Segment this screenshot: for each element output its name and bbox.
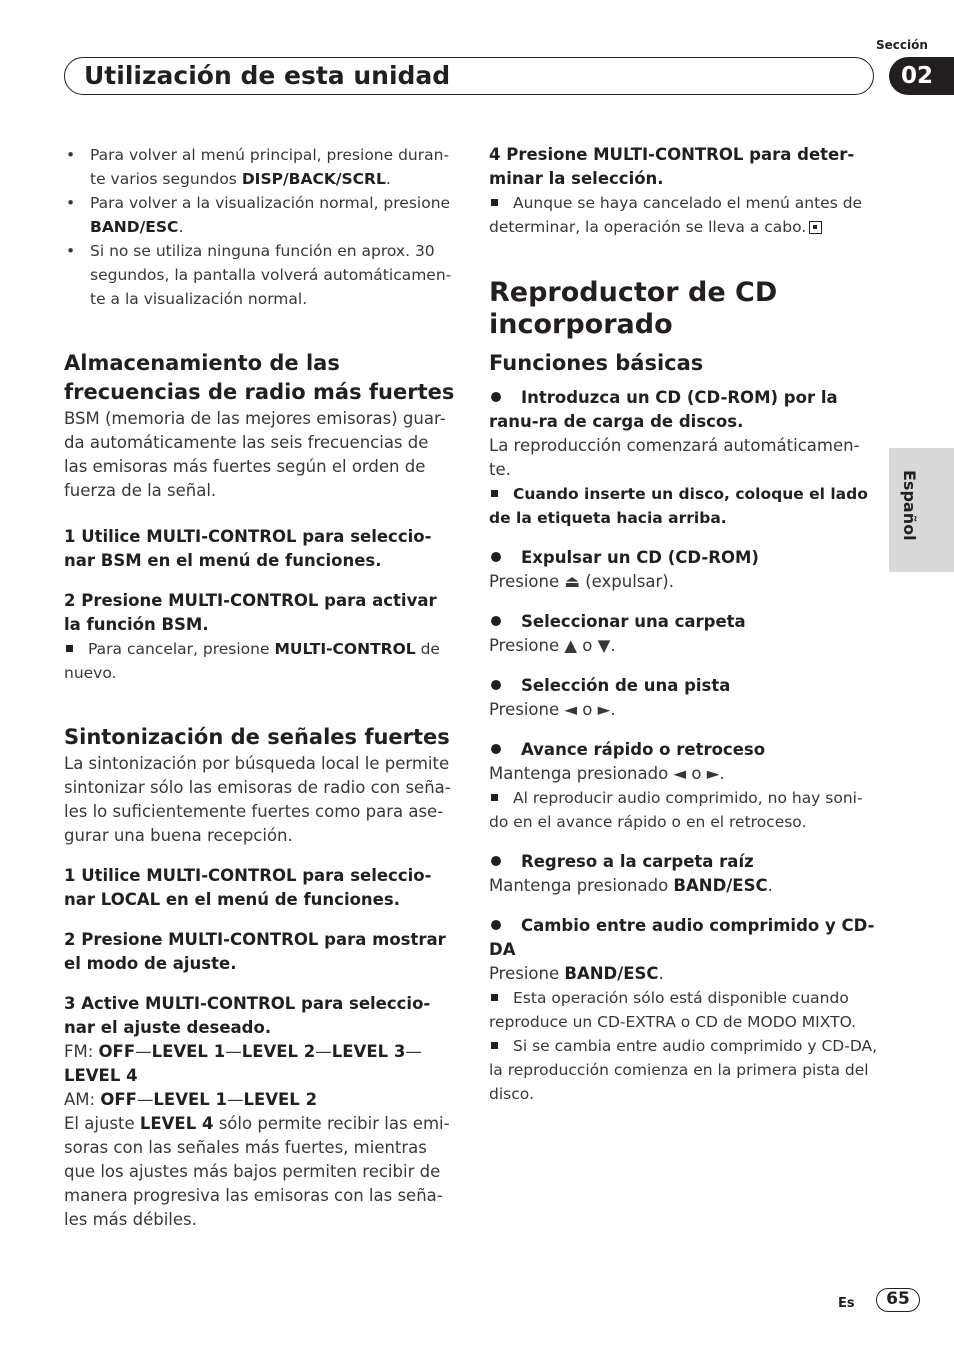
step-4: 4 Presione MULTI-CONTROL para deter-minar la selección. — [489, 145, 855, 188]
ff-text: Mantenga presionado ◄ o ►. — [489, 764, 725, 783]
language-tab-label: Español — [900, 470, 919, 541]
list-item: • Si no se utiliza ninguna función en aprox. 30 segundos, la pantalla volverá automáticamen-te a la visualización normal. — [64, 239, 456, 311]
bsm-text: BSM (memoria de las mejores emisoras) guar-da automáticamente las seis frecuencias de las emisoras más fuertes según el orden de fuerza de la señal. — [64, 409, 446, 500]
insert-note: Cuando inserte un disco, coloque el lado de la etiqueta hacia arriba. — [489, 485, 868, 527]
switch-text: Presione BAND/ESC. — [489, 964, 664, 983]
folder-title: Seleccionar una carpeta — [489, 610, 881, 634]
bullet-dot-icon — [491, 552, 501, 562]
local-heading: Sintonización de señales fuertes — [64, 725, 450, 749]
basic-heading: Funciones básicas — [489, 351, 704, 375]
note-square-icon — [491, 1042, 498, 1049]
eject-text: Presione ⏏ (expulsar). — [489, 572, 674, 591]
local-step-1: 1 Utilice MULTI-CONTROL para seleccio-nar LOCAL en el menú de funciones. — [64, 866, 432, 909]
list-item: • Para volver a la visualización normal, presione BAND/ESC. — [64, 191, 456, 239]
root-title: Regreso a la carpeta raíz — [489, 850, 881, 874]
note-square-icon — [491, 794, 498, 801]
bsm-heading: Almacenamiento de las frecuencias de radio más fuertes — [64, 351, 455, 404]
end-mark-icon — [809, 221, 822, 234]
bsm-step-1: 1 Utilice MULTI-CONTROL para seleccio-nar BSM en el menú de funciones. — [64, 527, 432, 570]
bullet-dot-icon — [491, 680, 501, 690]
local-step-3: 3 Active MULTI-CONTROL para seleccio-nar el ajuste deseado. — [64, 994, 431, 1037]
cd-heading: Reproductor de CD incorporado — [489, 277, 778, 340]
level4-text: El ajuste LEVEL 4 sólo permite recibir las emi-soras con las señales más fuertes, mientras que los ajustes más bajos permiten recibir de manera progresiva las emisoras con las seña-les más débiles. — [64, 1114, 450, 1229]
list-item: • Para volver al menú principal, presione duran-te varios segundos DISP/BACK/SCRL. — [64, 143, 456, 191]
bullet-dot-icon — [491, 744, 501, 754]
right-column — [489, 143, 881, 1106]
switch-title: Cambio entre audio comprimido y CD-DA — [489, 916, 875, 959]
page-title: Utilización de esta unidad — [84, 61, 451, 90]
note-square-icon — [491, 994, 498, 1001]
track-title: Selección de una pista — [489, 674, 881, 698]
left-column — [64, 143, 456, 1232]
bsm-step-2: 2 Presione MULTI-CONTROL para activar la función BSM. — [64, 591, 437, 634]
ff-note: Al reproducir audio comprimido, no hay soni-do en el avance rápido o en el retroceso. — [489, 789, 863, 831]
bsm-note: Para cancelar, presione MULTI-CONTROL de nuevo. — [64, 640, 440, 682]
root-text: Mantenga presionado BAND/ESC. — [489, 876, 773, 895]
switch-note-2: Si se cambia entre audio comprimido y CD-DA, la reproducción comienza en la primera pista del disco. — [489, 1037, 878, 1103]
am-levels: AM: OFF—LEVEL 1—LEVEL 2 — [64, 1090, 318, 1109]
note-square-icon — [66, 645, 73, 652]
language-tab — [889, 448, 954, 572]
insert-text: La reproducción comenzará automáticamen-te. — [489, 436, 860, 479]
local-step-2: 2 Presione MULTI-CONTROL para mostrar el modo de ajuste. — [64, 930, 446, 973]
ff-title: Avance rápido o retroceso — [489, 738, 881, 762]
section-label: Sección — [876, 38, 928, 52]
folder-text: Presione ▲ o ▼. — [489, 636, 616, 655]
insert-title: Introduzca un CD (CD-ROM) por la ranu-ra de carga de discos. — [489, 388, 838, 431]
bullet-dot-icon — [491, 392, 501, 402]
page-number: 65 — [876, 1288, 920, 1312]
eject-title: Expulsar un CD (CD-ROM) — [489, 546, 881, 570]
bullet-dot-icon — [491, 856, 501, 866]
fm-levels: FM: OFF—LEVEL 1—LEVEL 2—LEVEL 3— LEVEL 4 — [64, 1042, 422, 1085]
note-square-icon — [491, 490, 498, 497]
note-square-icon — [491, 199, 498, 206]
section-number: 02 — [889, 57, 954, 95]
local-text: La sintonización por búsqueda local le permite sintonizar sólo las emisoras de radio con seña-les lo suficientemente fuertes como para ase-gurar una buena recepción. — [64, 754, 451, 845]
switch-note-1: Esta operación sólo está disponible cuando reproduce un CD-EXTRA o CD de MODO MIXTO. — [489, 989, 857, 1031]
bullet-dot-icon — [491, 616, 501, 626]
language-code: Es — [838, 1296, 855, 1311]
bullet-dot-icon — [491, 920, 501, 930]
step-4-note: Aunque se haya cancelado el menú antes de determinar, la operación se lleva a cabo. — [489, 194, 863, 236]
track-text: Presione ◄ o ►. — [489, 700, 616, 719]
